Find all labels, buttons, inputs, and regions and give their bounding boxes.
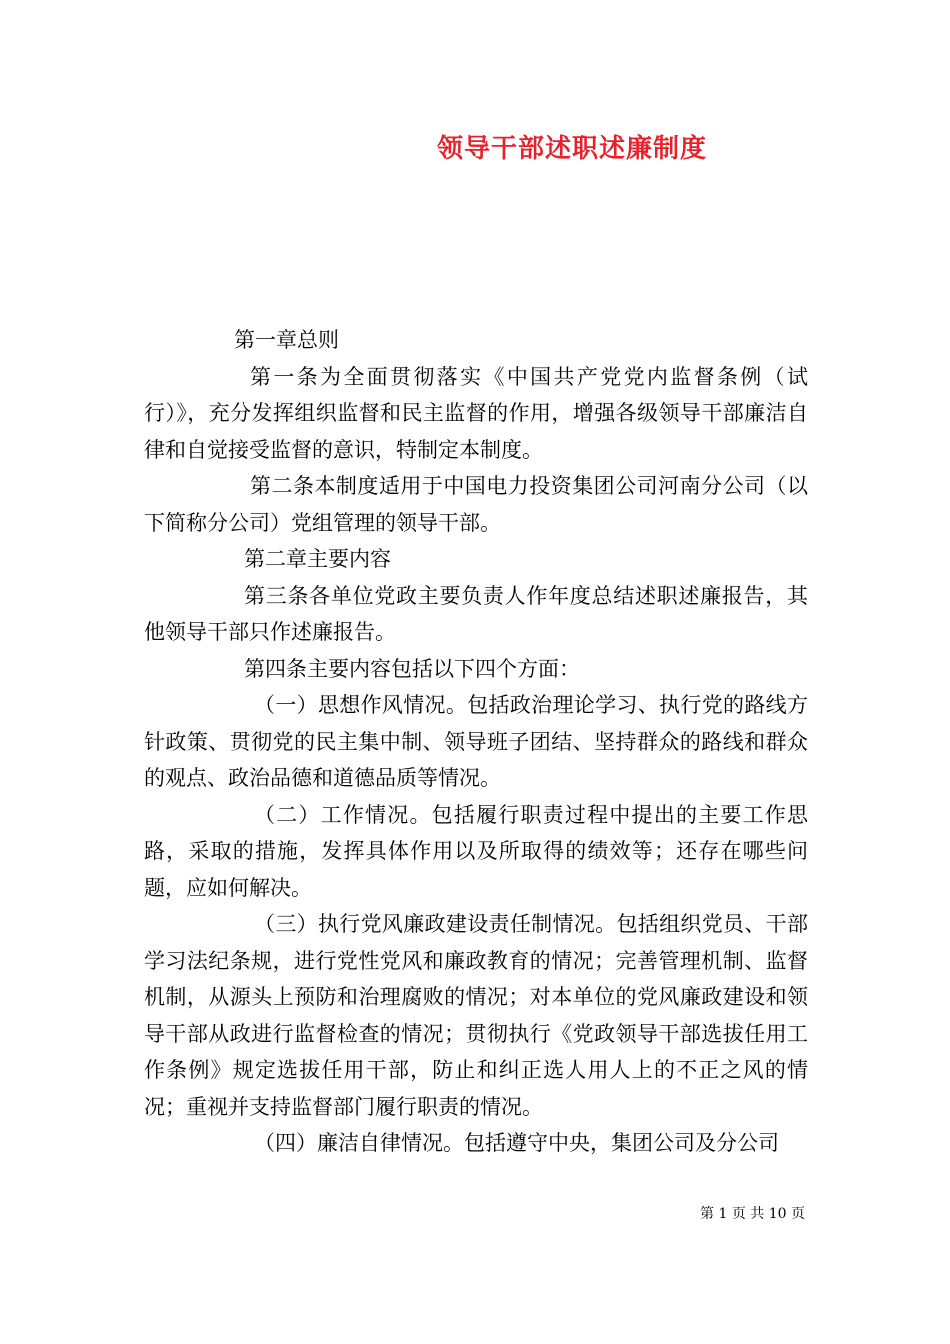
chapter-heading: 第二章主要内容 bbox=[244, 547, 391, 571]
article-paragraph: 第二条本制度适用于中国电力投资集团公司河南分公司（以下简称分公司）党组管理的领导干部。 bbox=[144, 474, 808, 535]
document-body bbox=[144, 322, 808, 1162]
article-paragraph: 第三条各单位党政主要负责人作年度总结述职述廉报告，其他领导干部只作述廉报告。 bbox=[144, 583, 808, 644]
list-paragraph: （二）工作情况。包括履行职责过程中提出的主要工作思路，采取的措施，发挥具体作用以及所取得的绩效等；还存在哪些问题，应如何解决。 bbox=[144, 802, 808, 900]
list-paragraph: （一）思想作风情况。包括政治理论学习、执行党的路线方针政策、贯彻党的民主集中制、领导班子团结、坚持群众的路线和群众的观点、政治品德和道德品质等情况。 bbox=[144, 693, 808, 790]
chapter-heading: 第一章总则 bbox=[234, 328, 339, 352]
article-paragraph: 第四条主要内容包括以下四个方面： bbox=[244, 656, 580, 681]
document-title: 领导干部述职述廉制度 bbox=[436, 134, 707, 164]
page-footer: 第 1 页 共 10 页 bbox=[700, 1206, 805, 1222]
article-paragraph: 第一条为全面贯彻落实《中国共产党党内监督条例（试行）》，充分发挥组织监督和民主监督的作用，增强各级领导干部廉洁自律和自觉接受监督的意识，特制定本制度。 bbox=[144, 364, 808, 462]
list-paragraph: （三）执行党风廉政建设责任制情况。包括组织党员、干部学习法纪条规，进行党性党风和廉政教育的情况；完善管理机制、监督机制，从源头上预防和治理腐败的情况；对本单位的党风廉政建设和领导干部从政进行监督检查的情况；贯彻执行《党政领导干部选拔任用工作条例》规定选拔任用干部，防止和纠正选人用人上的不正之风的情况；重视并支持监督部门履行职责的情况。 bbox=[144, 912, 808, 1119]
list-paragraph: （四）廉洁自律情况。包括遵守中央，集团公司及分公司 bbox=[254, 1131, 779, 1155]
